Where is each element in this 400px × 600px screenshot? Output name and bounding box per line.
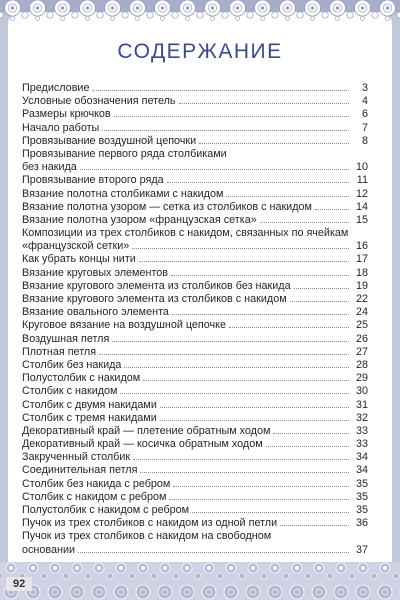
toc-entry-title: Как убрать концы нити — [22, 253, 136, 266]
toc-page-number: 35 — [355, 504, 368, 516]
toc-page-number: 26 — [355, 332, 368, 345]
table-of-contents — [22, 82, 368, 557]
toc-line — [22, 517, 368, 530]
toc-line — [22, 530, 368, 543]
toc-line — [22, 227, 368, 240]
toc-line — [22, 214, 368, 227]
toc-line — [22, 306, 368, 319]
dot-leader — [280, 525, 349, 526]
toc-entry-title: Пучок из трех столбиков с накидом из одной петли — [22, 517, 278, 530]
toc-entry — [22, 306, 368, 319]
toc-line — [22, 122, 368, 135]
toc-line — [22, 425, 368, 438]
toc-entry — [22, 372, 368, 385]
toc-line — [22, 82, 368, 95]
toc-entry-title: Полустолбик с накидом — [22, 372, 141, 385]
toc-page-number: 17 — [355, 253, 368, 266]
toc-page-number: 14 — [355, 200, 368, 213]
toc-line — [22, 267, 368, 280]
toc-entry — [22, 135, 368, 148]
toc-page-number: 4 — [361, 95, 368, 108]
content-panel — [8, 12, 392, 566]
dot-leader — [260, 222, 349, 223]
toc-entry — [22, 464, 368, 477]
toc-entry — [22, 359, 368, 372]
dot-leader — [172, 314, 349, 315]
toc-entry — [22, 491, 368, 504]
toc-line — [22, 464, 368, 477]
toc-entry-title: Начало работы — [22, 121, 100, 134]
toc-entry — [22, 82, 368, 95]
toc-page-number: 34 — [355, 464, 368, 477]
dot-leader — [78, 552, 349, 553]
dot-leader — [132, 248, 349, 249]
toc-line — [22, 359, 368, 372]
toc-page-number: 19 — [355, 279, 368, 292]
dot-leader — [160, 407, 349, 408]
dot-leader — [273, 433, 349, 434]
toc-entry-title: Вязание полотна столбиками с накидом — [22, 187, 224, 200]
toc-page-number: 28 — [355, 358, 368, 371]
toc-line — [22, 451, 368, 464]
toc-entry — [22, 425, 368, 438]
toc-line — [22, 201, 368, 214]
toc-page-number: 10 — [355, 161, 368, 174]
toc-entry — [22, 280, 368, 293]
toc-entry-title: Вязание кругового элемента из столбиков с накидом — [22, 293, 287, 305]
dot-leader — [171, 275, 349, 276]
toc-entry — [22, 227, 368, 253]
toc-page-number: 33 — [355, 438, 368, 451]
toc-entry — [22, 412, 368, 425]
toc-line — [22, 504, 368, 517]
toc-line — [22, 108, 368, 121]
toc-entry — [22, 148, 368, 174]
dot-leader — [114, 116, 349, 117]
toc-line — [22, 478, 368, 491]
toc-page-number: 12 — [355, 187, 368, 200]
toc-entry-title: Круговое вязание на воздушной цепочке — [22, 319, 227, 332]
toc-entry-title: Полустолбик с накидом с ребром — [22, 504, 190, 516]
dot-leader — [169, 499, 349, 500]
toc-entry — [22, 319, 368, 332]
toc-page-number: 29 — [355, 372, 368, 385]
toc-entry-title: Предисловие — [22, 82, 90, 94]
dot-leader — [173, 486, 349, 487]
page-number: 92 — [6, 577, 32, 591]
toc-page-number: 8 — [361, 134, 368, 147]
toc-entry-title: Столбик без накида с ребром — [22, 477, 171, 490]
toc-entry-title: Закрученный столбик — [22, 451, 131, 464]
toc-line — [22, 174, 368, 187]
toc-entry-title: основании — [22, 543, 76, 556]
toc-page-number: 35 — [355, 490, 368, 503]
toc-entry — [22, 346, 368, 359]
toc-page-number: 35 — [355, 477, 368, 490]
toc-entry — [22, 293, 368, 306]
toc-entry-title: «французской сетки» — [22, 240, 130, 253]
dot-leader — [80, 169, 349, 170]
toc-line — [22, 135, 368, 148]
toc-entry — [22, 122, 368, 135]
dot-leader — [315, 209, 349, 210]
toc-line — [22, 385, 368, 398]
toc-entry-title: Столбик с накидом — [22, 385, 118, 398]
toc-line — [22, 293, 368, 306]
dot-leader — [140, 472, 349, 473]
toc-entry-title: Столбик с двумя накидами — [22, 398, 157, 411]
lace-border-bottom — [0, 562, 400, 600]
toc-entry — [22, 188, 368, 201]
toc-entry — [22, 95, 368, 108]
toc-entry-title: Вязание круговых элементов — [22, 266, 169, 279]
toc-line — [22, 412, 368, 425]
toc-entry-title: Композиции из трех столбиков с накидом, связанных по ячейкам — [22, 227, 349, 240]
toc-page-number: 30 — [355, 385, 368, 398]
toc-line — [22, 333, 368, 346]
toc-entry-title: Провязывание второго ряда — [22, 174, 164, 187]
page-title: СОДЕРЖАНИЕ — [117, 40, 283, 63]
dot-leader — [226, 196, 349, 197]
toc-page-number: 7 — [361, 121, 368, 134]
dot-leader — [112, 341, 349, 342]
toc-page-number: 22 — [355, 293, 368, 305]
toc-line — [22, 253, 368, 266]
toc-line — [22, 372, 368, 385]
dot-leader — [266, 446, 349, 447]
dot-leader — [139, 261, 349, 262]
dot-leader — [124, 367, 349, 368]
toc-entry-title: Пучок из трех столбиков с накидом на свободном — [22, 530, 272, 543]
toc-entry-title: Размеры крючков — [22, 108, 111, 121]
toc-line — [22, 148, 368, 161]
toc-page-number: 3 — [361, 82, 368, 94]
toc-entry-title: Вязание полотна узором — сетка из столбиков с накидом — [22, 200, 312, 213]
toc-page-number: 37 — [355, 543, 368, 556]
dot-leader — [167, 182, 349, 183]
toc-line — [22, 438, 368, 451]
toc-entry — [22, 504, 368, 517]
toc-entry — [22, 478, 368, 491]
toc-line — [22, 346, 368, 359]
toc-page-number: 6 — [361, 108, 368, 121]
toc-line — [22, 319, 368, 332]
toc-line — [22, 491, 368, 504]
toc-page-number: 32 — [355, 411, 368, 424]
toc-page-number: 16 — [355, 240, 368, 253]
dot-leader — [92, 90, 349, 91]
toc-page-number: 11 — [356, 174, 368, 187]
dot-leader — [290, 301, 349, 302]
toc-entry-title: без накида — [22, 161, 77, 174]
toc-page-number: 27 — [355, 345, 368, 358]
toc-line — [22, 188, 368, 201]
toc-entry-title: Соединительная петля — [22, 464, 138, 477]
dot-leader — [102, 130, 349, 131]
toc-line — [22, 161, 368, 174]
toc-entry — [22, 174, 368, 187]
toc-page-number: 33 — [355, 424, 368, 437]
toc-entry-title: Вязание полотна узором «французская сетка» — [22, 213, 257, 226]
toc-page-number: 31 — [355, 398, 368, 411]
toc-line — [22, 95, 368, 108]
toc-entry — [22, 517, 368, 530]
toc-page-number: 18 — [355, 266, 368, 279]
lace-border-top — [0, 0, 400, 24]
dot-leader — [229, 327, 349, 328]
toc-entry-title: Вязание овального элемента — [22, 306, 169, 319]
toc-page-number: 34 — [355, 451, 368, 464]
toc-entry-title: Провязывание первого ряда столбиками — [22, 147, 227, 160]
toc-entry-title: Вязание кругового элемента из столбиков без накида — [22, 279, 291, 292]
toc-entry-title: Декоративный край — плетение обратным ходом — [22, 424, 271, 437]
toc-entry — [22, 108, 368, 121]
dot-leader — [179, 103, 349, 104]
toc-entry-title: Плотная петля — [22, 345, 97, 358]
toc-entry — [22, 201, 368, 214]
dot-leader — [133, 459, 349, 460]
toc-page-number: 36 — [355, 517, 368, 530]
toc-page-number: 25 — [355, 319, 368, 332]
toc-entry — [22, 438, 368, 451]
toc-page-number: 24 — [355, 306, 368, 319]
toc-entry — [22, 399, 368, 412]
toc-entry-title: Столбик без накида — [22, 358, 122, 371]
toc-line — [22, 280, 368, 293]
toc-entry-title: Условные обозначения петель — [22, 95, 176, 108]
toc-entry — [22, 385, 368, 398]
toc-entry — [22, 214, 368, 227]
toc-line — [22, 544, 368, 557]
toc-entry-title: Столбик с тремя накидами — [22, 411, 157, 424]
toc-line — [22, 240, 368, 253]
dot-leader — [160, 420, 349, 421]
toc-line — [22, 399, 368, 412]
dot-leader — [192, 512, 349, 513]
dot-leader — [99, 354, 349, 355]
toc-entry-title: Декоративный край — косичка обратным ходом — [22, 438, 263, 451]
toc-entry — [22, 253, 368, 266]
toc-entry — [22, 451, 368, 464]
dot-leader — [294, 288, 349, 289]
toc-entry — [22, 530, 368, 556]
toc-entry — [22, 333, 368, 346]
toc-entry — [22, 267, 368, 280]
dot-leader — [199, 143, 349, 144]
dot-leader — [120, 393, 349, 394]
toc-entry-title: Столбик с накидом с ребром — [22, 490, 167, 503]
toc-entry-title: Воздушная петля — [22, 332, 110, 345]
toc-page-number: 15 — [355, 213, 368, 226]
toc-entry-title: Провязывание воздушной цепочки — [22, 134, 197, 147]
dot-leader — [143, 380, 349, 381]
